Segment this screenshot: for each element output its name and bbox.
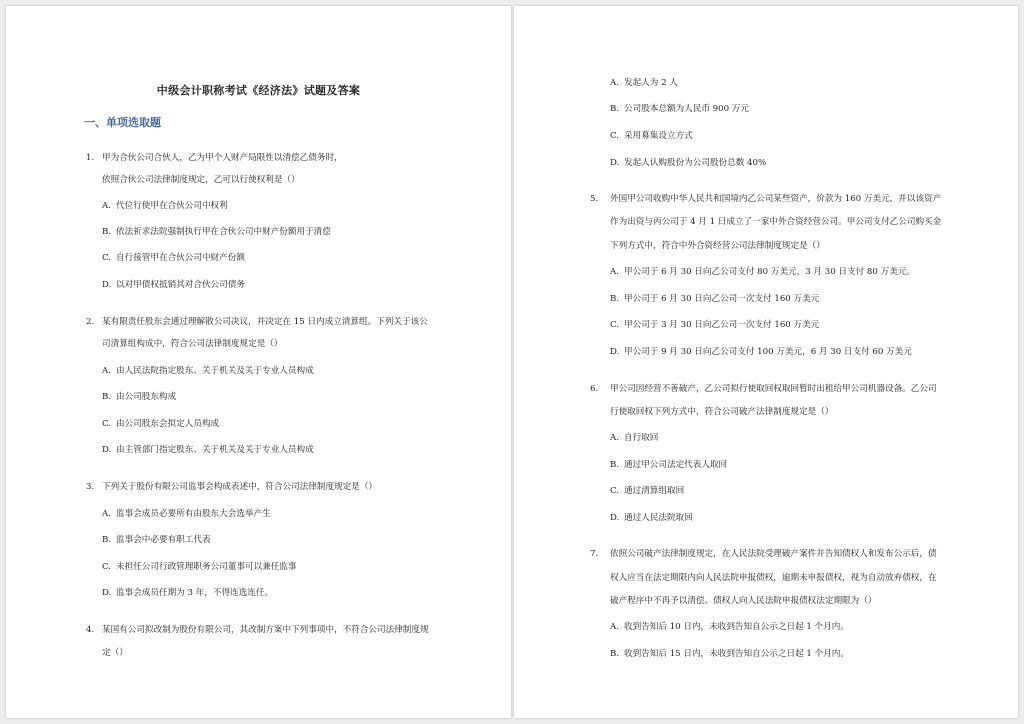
question-number: 7. xyxy=(590,549,599,559)
option-c xyxy=(102,418,219,430)
option-text: 收到告知后 10 日内，未收到告知自公示之日起 1 个月内。 xyxy=(624,622,849,632)
option-letter: C. xyxy=(610,486,620,496)
question-text: 某国有公司拟改制为股份有限公司，其改制方案中下列事项中，不符合公司法律制度规 xyxy=(102,625,429,635)
question-text: 某有限责任股东会通过理解散公司决议，并决定在 15 日内成立清算组。下列关于该公 xyxy=(102,317,428,327)
option-c xyxy=(102,252,245,264)
option-letter: A. xyxy=(610,433,619,443)
option-b xyxy=(610,648,849,660)
option-c xyxy=(610,130,693,142)
document-title: 中级会计职称考试《经济法》试题及答案 xyxy=(156,84,361,97)
option-text: 监事会中必要有职工代表 xyxy=(116,535,211,545)
option-a xyxy=(610,266,915,278)
option-letter: A. xyxy=(102,366,111,376)
option-d xyxy=(102,279,245,291)
option-text: 采用募集设立方式 xyxy=(624,131,693,141)
option-d xyxy=(610,512,693,524)
option-letter: D. xyxy=(610,513,620,523)
right-page xyxy=(514,6,1018,718)
option-text: 通过甲公司法定代表人取回 xyxy=(624,460,728,470)
question-text: 破产程序中不再予以清偿。债权人向人民法院申报债权法定期限为（） xyxy=(610,596,877,606)
option-letter: A. xyxy=(610,622,619,632)
option-letter: A. xyxy=(610,267,619,277)
option-letter: B. xyxy=(610,649,620,659)
option-letter: B. xyxy=(102,392,112,402)
question-number: 4. xyxy=(86,625,95,635)
option-text: 通过人民法院取回 xyxy=(624,513,693,523)
option-b xyxy=(102,226,331,238)
option-c xyxy=(610,319,819,331)
question-text: 依照合伙公司法律制度规定，乙可以行使权利是（） xyxy=(102,175,300,185)
question-text: 甲为合伙公司合伙人，乙为甲个人财产局限性以清偿乙债务时， xyxy=(102,153,343,163)
question-text: 下列关于股份有限公司监事会构成表述中，符合公司法律制度规定是（） xyxy=(102,482,378,492)
option-letter: B. xyxy=(610,460,620,470)
question-text: 行使取回权下列方式中，符合公司破产法律制度规定是（） xyxy=(610,407,834,417)
option-a xyxy=(610,432,658,444)
option-letter: C. xyxy=(610,131,620,141)
option-letter: D. xyxy=(102,280,112,290)
option-letter: A. xyxy=(610,78,619,88)
option-text: 发起人认购股份为公司股份总数 40% xyxy=(624,158,767,168)
option-text: 监事会成员任期为 3 年，不得连选连任。 xyxy=(116,588,274,598)
option-letter: B. xyxy=(102,535,112,545)
option-b xyxy=(610,293,819,305)
option-text: 由主管部门指定股东、关于机关及关于专业人员构成 xyxy=(116,445,314,455)
option-letter: B. xyxy=(102,227,112,237)
option-letter: B. xyxy=(610,104,620,114)
question-number: 6. xyxy=(590,384,599,394)
question-text: 外国甲公司收购中华人民共和国境内乙公司某些资产，价款为 160 万美元，并以该资产 xyxy=(610,194,942,204)
option-c xyxy=(610,485,684,497)
option-letter: C. xyxy=(102,419,112,429)
option-letter: C. xyxy=(102,253,112,263)
option-b xyxy=(610,103,749,115)
option-text: 由人民法院指定股东、关于机关及关于专业人员构成 xyxy=(116,366,314,376)
option-text: 甲公司于 6 月 30 日向乙公司支付 80 万美元，3 月 30 日支付 80 万美元。 xyxy=(624,267,915,277)
question-text: 依照公司破产法律制度规定，在人民法院受理破产案件并告知债权人和发布公示后，债 xyxy=(610,549,937,559)
question-number: 3. xyxy=(86,482,95,492)
option-text: 未担任公司行政管理职务公司董事可以兼任监事 xyxy=(116,562,297,572)
option-letter: A. xyxy=(102,509,111,519)
option-a xyxy=(610,621,849,633)
option-a xyxy=(102,200,228,212)
option-text: 通过清算组取回 xyxy=(624,486,685,496)
option-text: 自行接管甲在合伙公司中财产份额 xyxy=(116,253,245,263)
option-d xyxy=(102,444,314,456)
option-letter: D. xyxy=(610,158,620,168)
option-d xyxy=(610,346,912,358)
option-text: 依法祈求法院强制执行甲在合伙公司中财产份额用于清偿 xyxy=(116,227,331,237)
option-a xyxy=(102,365,314,377)
option-letter: C. xyxy=(102,562,112,572)
section-heading: 一、单项选取题 xyxy=(84,116,161,129)
option-text: 监事会成员必要所有由股东大会选举产生 xyxy=(116,509,271,519)
option-c xyxy=(102,561,296,573)
option-b xyxy=(610,459,727,471)
option-text: 发起人为 2 人 xyxy=(624,78,678,88)
question-text: 下列方式中，符合中外合资经营公司法律制度规定是（） xyxy=(610,241,825,251)
question-text: 甲公司因经营不善破产，乙公司拟行使取回权取回暂时出租给甲公司机器设备。乙公司 xyxy=(610,384,937,394)
question-text: 权人应当在法定期限内向人民法院申报债权，逾期未申报债权，视为自动放弃债权，在 xyxy=(610,573,937,583)
option-b xyxy=(102,391,176,403)
option-b xyxy=(102,534,211,546)
option-text: 以对甲债权抵销其对合伙公司债务 xyxy=(116,280,245,290)
option-letter: C. xyxy=(610,320,620,330)
option-text: 自行取回 xyxy=(624,433,659,443)
option-a xyxy=(610,77,678,89)
question-number: 5. xyxy=(590,194,599,204)
question-text: 定（） xyxy=(102,648,128,658)
option-d xyxy=(102,587,273,599)
left-page xyxy=(6,6,511,718)
option-letter: A. xyxy=(102,201,111,211)
question-text: 作为出资与丙公司于 4 月 1 日成立了一家中外合资经营公司。甲公司支付乙公司购买金 xyxy=(610,217,942,227)
option-text: 甲公司于 6 月 30 日向乙公司一次支付 160 万美元 xyxy=(624,294,820,304)
option-text: 由公司股东会拟定人员构成 xyxy=(116,419,220,429)
question-number: 2. xyxy=(86,317,95,327)
option-text: 甲公司于 3 月 30 日向乙公司一次支付 160 万美元 xyxy=(624,320,820,330)
option-d xyxy=(610,157,766,169)
option-letter: D. xyxy=(102,588,112,598)
option-letter: D. xyxy=(102,445,112,455)
option-text: 收到告知后 15 日内，未收到告知自公示之日起 1 个月内。 xyxy=(624,649,849,659)
question-text: 司清算组构成中，符合公司法律制度规定是（） xyxy=(102,339,283,349)
option-text: 甲公司于 9 月 30 日向乙公司支付 100 万美元，6 月 30 日支付 60 万美元 xyxy=(624,347,912,357)
option-text: 公司股本总额为人民币 900 万元 xyxy=(624,104,749,114)
option-letter: D. xyxy=(610,347,620,357)
question-number: 1. xyxy=(86,153,95,163)
option-text: 由公司股东构成 xyxy=(116,392,177,402)
option-letter: B. xyxy=(610,294,620,304)
option-a xyxy=(102,508,271,520)
option-text: 代位行使甲在合伙公司中权利 xyxy=(116,201,228,211)
